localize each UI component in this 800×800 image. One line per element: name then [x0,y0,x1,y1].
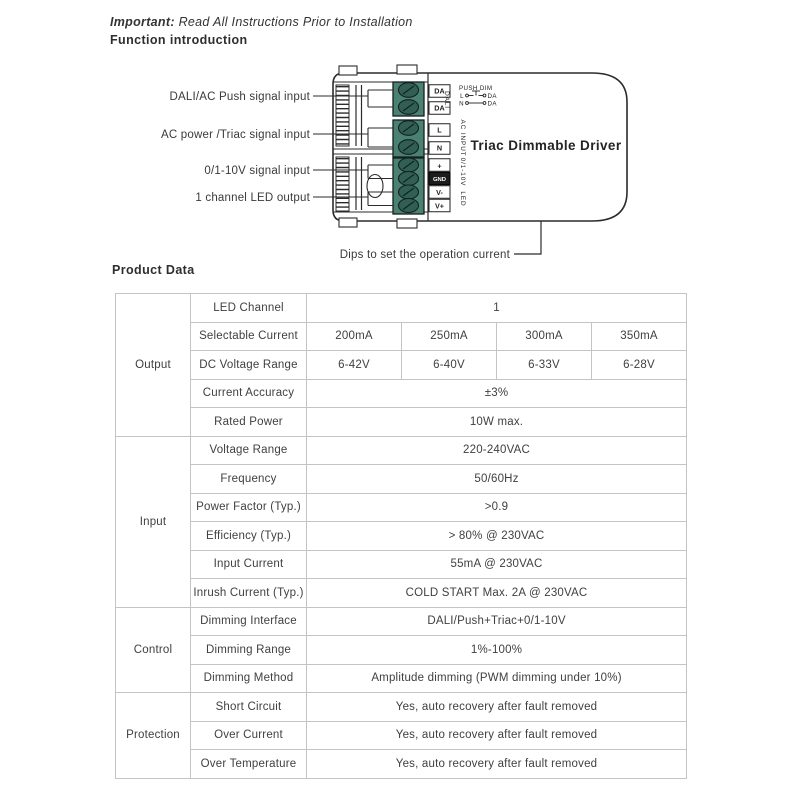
table-row [116,607,687,636]
terminal-label-vminus [429,186,450,199]
table-row [116,550,687,579]
table-row [116,379,687,408]
table-row [116,465,687,494]
callout-dali-push-input: DALI/AC Push signal input [169,91,310,103]
table-cell-value: 55mA @ 230VAC [307,550,687,579]
terminal-blocks [393,82,424,214]
table-cell-value: 10W max. [307,408,687,437]
table-row [116,750,687,779]
table-cell-label: Efficiency (Typ.) [191,522,307,551]
push-dim-da2: DA [487,100,497,108]
table-row [116,493,687,522]
table-cell-label: Input Current [191,550,307,579]
terminal-label-gnd [429,172,450,185]
table-row [116,408,687,437]
important-note [110,15,413,29]
svg-text:DA: DA [434,103,445,113]
table-cell-value: 6-40V [402,351,497,380]
table-row [116,693,687,722]
table-cell-value: COLD START Max. 2A @ 230VAC [307,579,687,608]
table-cell-value: Yes, auto recovery after fault removed [307,750,687,779]
callout-0-1-10v-input: 0/1-10V signal input [204,165,310,177]
table-cell-label: Power Factor (Typ.) [191,493,307,522]
table-row [116,322,687,351]
device-title: Triac Dimmable Driver [470,138,622,153]
table-cell-value: 6-42V [307,351,402,380]
svg-text:V+: V+ [435,201,444,211]
table-cell-value: 1 [307,294,687,323]
push-dim-n: N [459,100,464,108]
led-vertical-label: LED [459,191,466,207]
callout-led-output: 1 channel LED output [195,192,310,204]
svg-text:DA: DA [434,86,445,96]
terminal-label-n [429,142,450,155]
table-cell-value: 50/60Hz [307,465,687,494]
table-cell-value: 200mA [307,322,402,351]
push-dim-l: L [460,93,464,100]
table-cell-value: 300mA [497,322,592,351]
table-cell-label: LED Channel [191,294,307,323]
table-cell-label: Dimming Interface [191,607,307,636]
table-cell-label: Short Circuit [191,693,307,722]
push-dim-da1: DA [487,93,497,100]
table-cell-label: DC Voltage Range [191,351,307,380]
product-data-heading: Product Data [112,263,195,277]
svg-text:GND: GND [432,176,447,183]
group-output: Output [116,294,191,437]
table-cell-label: Over Temperature [191,750,307,779]
table-cell-value: >0.9 [307,493,687,522]
callout-ac-triac-input: AC power /Triac signal input [161,129,310,141]
terminal-label-vplus [429,199,450,212]
group-control: Control [116,607,191,693]
table-cell-value: Amplitude dimming (PWM dimming under 10%) [307,664,687,693]
table-row [116,636,687,665]
important-text: Read All Instructions Prior to Installation [174,15,413,29]
table-row [116,579,687,608]
table-cell-value: 1%-100% [307,636,687,665]
table-cell-value: > 80% @ 230VAC [307,522,687,551]
terminal-label-plus [429,159,450,172]
svg-text:N: N [436,143,443,153]
svg-text:V-: V- [436,187,443,197]
table-cell-value: Yes, auto recovery after fault removed [307,721,687,750]
table-cell-value: 6-33V [497,351,592,380]
table-cell-value: 250mA [402,322,497,351]
table-row [116,522,687,551]
table-cell-label: Dimming Method [191,664,307,693]
svg-text:+: + [437,161,442,171]
table-cell-label: Selectable Current [191,322,307,351]
table-row [116,721,687,750]
function-introduction-heading: Function introduction [110,33,248,47]
table-cell-label: Rated Power [191,408,307,437]
table-cell-value: 6-28V [592,351,687,380]
table-cell-value: 220-240VAC [307,436,687,465]
0-1-10v-vertical-label: 0/1-10V [459,157,466,187]
terminal-screws [399,83,419,213]
dips-note: Dips to set the operation current [339,249,510,261]
table-cell-value: DALI/Push+Triac+0/1-10V [307,607,687,636]
table-cell-label: Frequency [191,465,307,494]
table-cell-value: 350mA [592,322,687,351]
table-cell-label: Over Current [191,721,307,750]
table-cell-label: Inrush Current (Typ.) [191,579,307,608]
push-dim-title: PUSH DIM [459,85,493,92]
dips-callout [340,221,541,261]
table-row [116,436,687,465]
device-diagram [0,58,800,270]
product-data-table [115,293,687,779]
table-row [116,294,687,323]
table-cell-label: Current Accuracy [191,379,307,408]
important-label: Important: [110,15,175,29]
table-row [116,664,687,693]
dali-vertical-label: DALI [443,91,450,109]
table-row [116,351,687,380]
table-cell-value: ±3% [307,379,687,408]
svg-text:L: L [437,125,442,135]
group-protection: Protection [116,693,191,779]
group-input: Input [116,436,191,607]
table-cell-value: Yes, auto recovery after fault removed [307,693,687,722]
ac-input-vertical-label: AC INPUT [459,119,466,157]
terminal-label-l [429,124,450,137]
table-cell-label: Dimming Range [191,636,307,665]
table-cell-label: Voltage Range [191,436,307,465]
callout-labels [161,91,311,204]
